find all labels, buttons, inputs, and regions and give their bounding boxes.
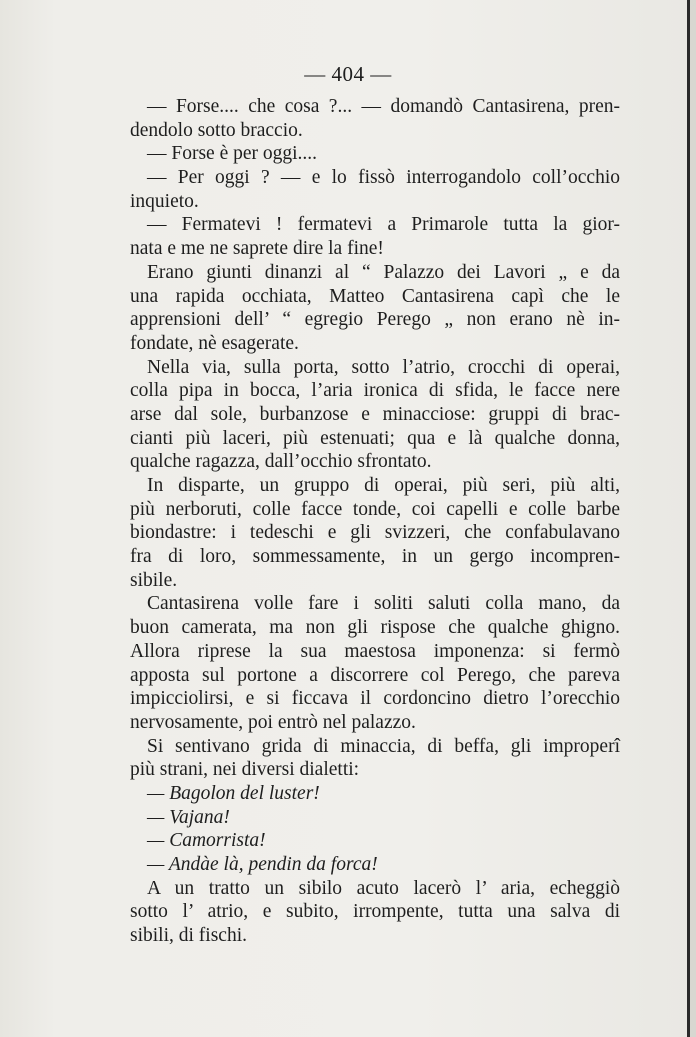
text-line: arse dal sole, burbanzose e minacciose: gruppi di brac- bbox=[130, 403, 620, 425]
text-line: biondastre: i tedeschi e gli svizzeri, che confabulavano bbox=[130, 522, 620, 544]
text-line: dendolo sotto braccio. bbox=[130, 119, 303, 141]
page-edge-shadow bbox=[690, 0, 696, 1037]
text-line: — Bagolon del luster! bbox=[147, 782, 320, 804]
text-line: qualche ragazza, dall’occhio sfrontato. bbox=[130, 451, 432, 473]
text-line: — Fermatevi ! fermatevi a Primarole tutta la gior- bbox=[147, 214, 620, 236]
page-number: — 404 — bbox=[304, 62, 392, 86]
text-line: buon camerata, ma non gli rispose che qualche ghigno. bbox=[130, 617, 620, 639]
text-line: — Forse.... che cosa ?... — domandò Cantasirena, pren- bbox=[147, 96, 620, 117]
text-line: A un tratto un sibilo acuto lacerò l’ aria, echeggiò bbox=[147, 877, 620, 899]
text-line: una rapida occhiata, Matteo Cantasirena capì che le bbox=[130, 285, 620, 307]
text-line: — Camorrista! bbox=[147, 830, 266, 852]
text-line: sibile. bbox=[130, 569, 178, 591]
text-line: fondate, nè esagerate. bbox=[130, 332, 299, 354]
text-line: inquieto. bbox=[130, 190, 199, 212]
text-line: Nella via, sulla porta, sotto l’atrio, crocchi di operai, bbox=[147, 356, 620, 378]
text-line: sibili, di fischi. bbox=[130, 925, 247, 947]
text-line: In disparte, un gruppo di operai, più seri, più alti, bbox=[147, 475, 620, 496]
text-line: cianti più laceri, più estenuati; qua e là qualche donna, bbox=[130, 427, 620, 449]
text-line: — Vajana! bbox=[147, 806, 230, 828]
text-line: fra di loro, sommessamente, in un gergo incompren- bbox=[130, 546, 620, 568]
text-line: — Forse è per oggi.... bbox=[147, 143, 318, 165]
body-text bbox=[130, 95, 620, 948]
text-line: — Per oggi ? — e lo fissò interrogandolo coll’occhio bbox=[147, 167, 620, 189]
text-line: apposta sul portone a discorrere col Perego, che pareva bbox=[130, 664, 620, 686]
text-line: Allora riprese la sua maestosa imponenza: si fermò bbox=[130, 640, 620, 662]
text-line: impicciolirsi, e si ficcava il cordoncino dietro l’orecchio bbox=[130, 688, 620, 710]
text-line: nata e me ne saprete dire la fine! bbox=[130, 238, 384, 260]
text-line: più nerboruti, colle facce tonde, coi capelli e colle barbe bbox=[130, 498, 620, 520]
page-edge bbox=[687, 0, 690, 1037]
text-line: colla pipa in bocca, l’aria ironica di sfida, le facce nere bbox=[130, 380, 620, 402]
text-line: più strani, nei diversi dialetti: bbox=[130, 759, 360, 781]
text-line: nervosamente, poi entrò nel palazzo. bbox=[130, 711, 416, 733]
text-line: Cantasirena volle fare i soliti saluti colla mano, da bbox=[147, 593, 620, 615]
text-line: Erano giunti dinanzi al “ Palazzo dei Lavori „ e da bbox=[147, 261, 620, 283]
text-line: sotto l’ atrio, e subito, irrompente, tutta una salva di bbox=[130, 901, 620, 923]
text-line: apprensioni dell’ “ egregio Perego „ non erano nè in- bbox=[130, 309, 620, 331]
text-line: Si sentivano grida di minaccia, di beffa, gli improperî bbox=[147, 735, 620, 757]
text-line: — Andàe là, pendin da forca! bbox=[147, 854, 378, 875]
